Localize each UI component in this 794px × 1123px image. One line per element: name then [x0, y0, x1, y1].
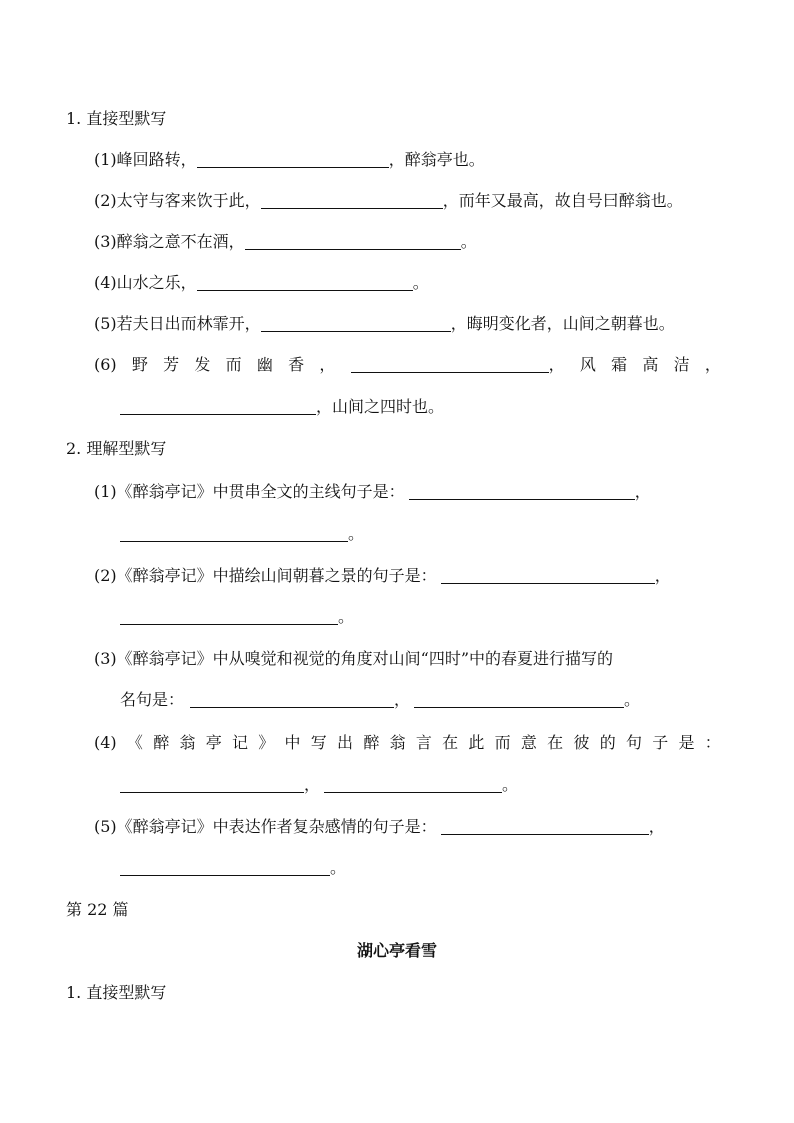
question-number: (4) — [94, 273, 117, 292]
text-char: 记 — [231, 733, 248, 752]
text-char: ， — [319, 355, 336, 374]
question-text: 《醉翁亭记》中表达作者复杂感情的句子是： — [116, 817, 437, 836]
text-char: ， — [648, 817, 665, 836]
answer-blank[interactable] — [120, 776, 304, 793]
question-text: 《醉翁亭记》中从嗅觉和视觉的角度对山间“四时”中的春夏进行描写的 — [116, 649, 614, 668]
text-char: 翁 — [179, 733, 196, 752]
answer-blank[interactable] — [120, 608, 338, 625]
question-text: 《醉翁亭记》中贯串全文的主线句子是： — [116, 482, 405, 501]
text-char: 句 — [625, 733, 642, 752]
answer-blank[interactable] — [190, 691, 394, 708]
text-char: 意 — [520, 733, 537, 752]
text-char: 此 — [468, 733, 485, 752]
answer-blank[interactable] — [120, 859, 330, 876]
text-char: 高 — [642, 355, 659, 374]
text-char: 。 — [348, 524, 365, 543]
question-1-5 — [94, 313, 675, 335]
question-text-after: ，山间之四时也。 — [316, 397, 445, 416]
question-1-3 — [94, 231, 477, 253]
question-number: (3) — [94, 649, 117, 668]
answer-blank[interactable] — [441, 567, 655, 584]
text-char: 亭 — [205, 733, 222, 752]
question-text-before: 山水之乐， — [116, 273, 197, 292]
section-heading-understanding: 2. 理解型默写 — [66, 439, 167, 458]
text-char: 翁 — [389, 733, 406, 752]
answer-blank[interactable] — [324, 776, 502, 793]
text-char: 。 — [338, 607, 355, 626]
text-char: 而 — [225, 355, 242, 374]
text-char: 醉 — [363, 733, 380, 752]
text-char: 芳 — [163, 355, 180, 374]
question-number: (2) — [94, 566, 117, 585]
answer-blank[interactable] — [441, 818, 649, 835]
question-text: 名句是： — [120, 690, 185, 709]
text-char: 的 — [599, 733, 616, 752]
question-number: (5) — [94, 817, 117, 836]
text-char: 在 — [442, 733, 459, 752]
question-text-before: 峰回路转， — [116, 150, 197, 169]
answer-blank[interactable] — [409, 483, 635, 500]
question-1-2 — [94, 190, 683, 212]
text-char: ， — [304, 775, 321, 794]
answer-blank[interactable] — [197, 274, 413, 291]
text-char: 子 — [652, 733, 669, 752]
answer-blank[interactable] — [414, 691, 624, 708]
text-char: ， — [394, 690, 411, 709]
question-1-6-line2 — [120, 396, 444, 418]
question-text: 《醉翁亭记》中描绘山间朝暮之景的句子是： — [116, 566, 437, 585]
question-text-before: 太守与客来饮于此， — [116, 191, 261, 210]
text-char: ， — [654, 566, 671, 585]
text-char: ， — [704, 355, 721, 374]
question-text-after: 。 — [460, 232, 477, 251]
answer-blank[interactable] — [261, 315, 451, 332]
answer-blank[interactable] — [120, 398, 316, 415]
text-char: 香 — [288, 355, 305, 374]
question-text-after: ，醉翁亭也。 — [388, 150, 485, 169]
text-char: ， — [634, 482, 651, 501]
answer-blank[interactable] — [261, 192, 443, 209]
text-char: 》 — [258, 733, 275, 752]
text-char: 言 — [415, 733, 432, 752]
text-char: 而 — [494, 733, 511, 752]
question-2-5 — [94, 816, 665, 838]
text-char: 。 — [624, 690, 641, 709]
question-2-5-line2 — [120, 857, 346, 879]
question-text-before: 醉翁之意不在酒， — [116, 232, 245, 251]
text-char: 洁 — [673, 355, 690, 374]
question-2-4 — [94, 732, 721, 754]
question-number: (4) — [94, 733, 117, 752]
answer-blank[interactable] — [120, 525, 348, 542]
question-number: (1) — [94, 150, 117, 169]
text-char: 风 — [579, 355, 596, 374]
section-heading-direct: 1. 直接型默写 — [66, 109, 167, 128]
text-char: 。 — [330, 858, 347, 877]
question-number: (3) — [94, 232, 117, 251]
question-2-2 — [94, 565, 671, 587]
text-char: 写 — [310, 733, 327, 752]
text-char: ， — [548, 355, 565, 374]
question-1-6 — [94, 354, 721, 376]
question-text-after: ，而年又最高，故自号曰醉翁也。 — [442, 191, 683, 210]
text-char: 野 — [131, 355, 148, 374]
text-char: 出 — [337, 733, 354, 752]
question-number: (1) — [94, 482, 117, 501]
question-2-1-line2 — [120, 523, 364, 545]
question-number: (6) — [94, 355, 117, 374]
question-number: (2) — [94, 191, 117, 210]
text-char: 《 — [126, 733, 143, 752]
text-char: 幽 — [256, 355, 273, 374]
question-text-before: 若夫日出而林霏开， — [116, 314, 261, 333]
question-2-2-line2 — [120, 606, 354, 628]
text-char: 中 — [284, 733, 301, 752]
text-char: ： — [704, 733, 721, 752]
answer-blank[interactable] — [197, 151, 389, 168]
section-heading-direct-2: 1. 直接型默写 — [66, 983, 167, 1002]
question-2-1 — [94, 481, 651, 503]
chapter-label: 第 22 篇 — [66, 900, 129, 919]
text-char: 醉 — [153, 733, 170, 752]
article-title: 湖心亭看雪 — [356, 941, 437, 960]
question-1-1 — [94, 149, 485, 171]
question-text-after: ，晦明变化者，山间之朝暮也。 — [450, 314, 675, 333]
answer-blank[interactable] — [245, 233, 461, 250]
question-text-after: 。 — [412, 273, 429, 292]
text-char: 发 — [194, 355, 211, 374]
question-number: (5) — [94, 314, 117, 333]
text-char: 。 — [502, 775, 519, 794]
question-1-4 — [94, 272, 429, 294]
answer-blank[interactable] — [351, 356, 549, 373]
question-2-4-line2 — [120, 774, 518, 796]
text-char: 在 — [547, 733, 564, 752]
text-char: 是 — [678, 733, 695, 752]
text-char: 霜 — [611, 355, 628, 374]
question-2-3 — [94, 648, 613, 670]
text-char: 彼 — [573, 733, 590, 752]
question-2-3-line2 — [120, 689, 640, 711]
